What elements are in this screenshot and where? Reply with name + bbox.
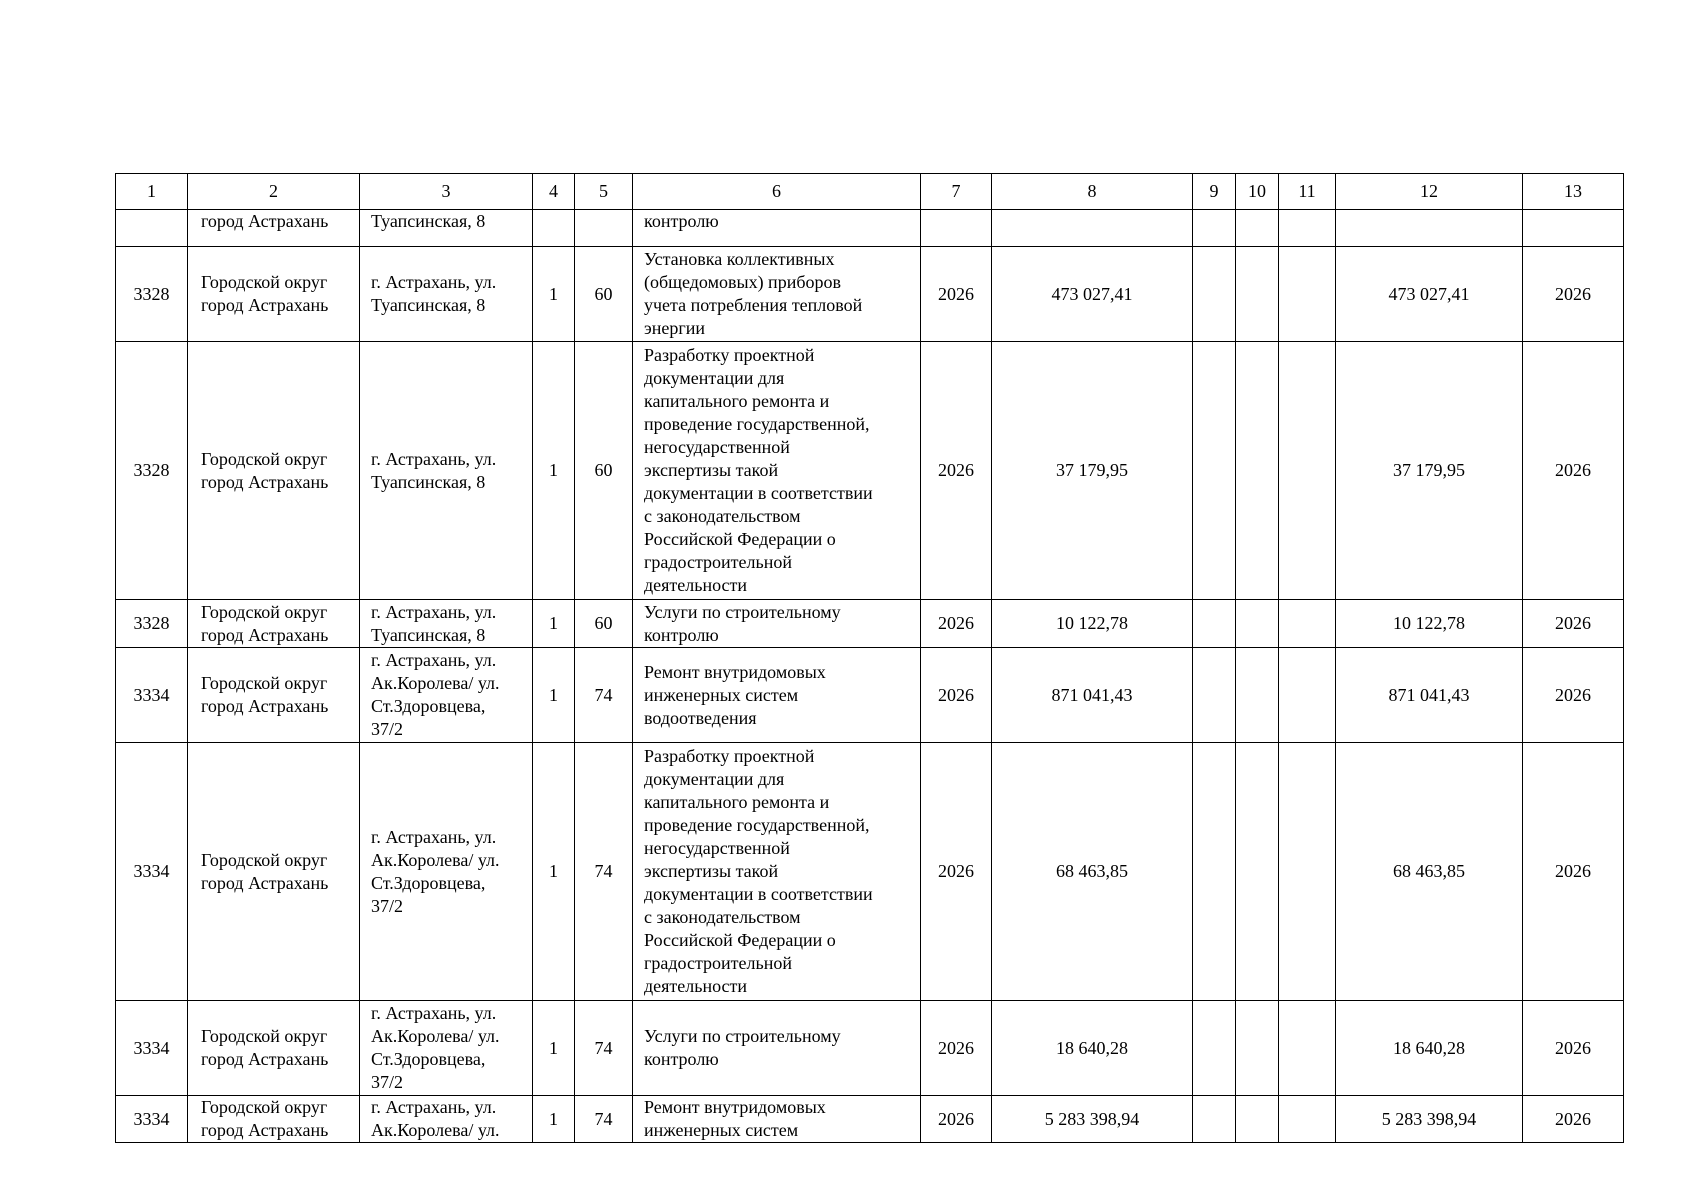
municipality-cell: Городской округ город Астрахань [188,600,360,648]
total-cost-cell: 5 283 398,94 [1336,1096,1523,1143]
col11-cell [1279,210,1336,247]
col11-cell [1279,1001,1336,1096]
col9-cell [1193,210,1236,247]
col5-cell: 60 [575,342,633,600]
column-header: 11 [1279,174,1336,210]
municipality-cell: Городской округ город Астрахань [188,743,360,1001]
object-number-cell: 3328 [116,600,188,648]
year-cell: 2026 [921,648,992,743]
col4-cell [533,210,575,247]
table-row [116,600,1624,648]
end-year-cell: 2026 [1523,1096,1624,1143]
cost-cell: 37 179,95 [992,342,1193,600]
col11-cell [1279,247,1336,342]
column-header: 10 [1236,174,1279,210]
table-row [116,210,1624,247]
column-header: 4 [533,174,575,210]
col11-cell [1279,648,1336,743]
col5-cell: 74 [575,1001,633,1096]
cost-cell: 5 283 398,94 [992,1096,1193,1143]
col10-cell [1236,648,1279,743]
col9-cell [1193,1096,1236,1143]
column-header: 1 [116,174,188,210]
work-type-cell: Установка коллективных (общедомовых) приборов учета потребления тепловой энергии [633,247,921,342]
address-cell: Туапсинская, 8 [360,210,533,247]
col11-cell [1279,600,1336,648]
municipality-cell: Городской округ город Астрахань [188,342,360,600]
end-year-cell [1523,210,1624,247]
column-header: 2 [188,174,360,210]
col9-cell [1193,1001,1236,1096]
address-cell: г. Астрахань, ул. Туапсинская, 8 [360,600,533,648]
object-number-cell [116,210,188,247]
work-type-cell: Услуги по строительному контролю [633,600,921,648]
table-row [116,648,1624,743]
cost-cell [992,210,1193,247]
col9-cell [1193,648,1236,743]
total-cost-cell: 37 179,95 [1336,342,1523,600]
municipality-cell: город Астрахань [188,210,360,247]
address-cell: г. Астрахань, ул. Туапсинская, 8 [360,247,533,342]
col5-cell: 60 [575,600,633,648]
address-cell: г. Астрахань, ул. Ак.Королева/ ул. [360,1096,533,1143]
object-number-cell: 3334 [116,1001,188,1096]
column-number-header-row [116,174,1624,210]
work-type-cell: Услуги по строительному контролю [633,1001,921,1096]
table-row [116,1096,1624,1143]
end-year-cell: 2026 [1523,247,1624,342]
col4-cell: 1 [533,648,575,743]
col9-cell [1193,342,1236,600]
address-cell: г. Астрахань, ул. Ак.Королева/ ул. Ст.Здоровцева, 37/2 [360,1001,533,1096]
work-type-cell: контролю [633,210,921,247]
col9-cell [1193,600,1236,648]
col10-cell [1236,1001,1279,1096]
end-year-cell: 2026 [1523,600,1624,648]
column-header: 7 [921,174,992,210]
object-number-cell: 3328 [116,247,188,342]
object-number-cell: 3334 [116,743,188,1001]
table-row [116,342,1624,600]
col4-cell: 1 [533,1001,575,1096]
column-header: 8 [992,174,1193,210]
end-year-cell: 2026 [1523,342,1624,600]
year-cell: 2026 [921,342,992,600]
works-table [115,173,1624,1143]
municipality-cell: Городской округ город Астрахань [188,1001,360,1096]
end-year-cell: 2026 [1523,648,1624,743]
col5-cell [575,210,633,247]
col10-cell [1236,247,1279,342]
end-year-cell: 2026 [1523,743,1624,1001]
municipality-cell: Городской округ город Астрахань [188,648,360,743]
col5-cell: 60 [575,247,633,342]
cost-cell: 871 041,43 [992,648,1193,743]
col10-cell [1236,743,1279,1001]
total-cost-cell: 10 122,78 [1336,600,1523,648]
cost-cell: 18 640,28 [992,1001,1193,1096]
cost-cell: 68 463,85 [992,743,1193,1001]
municipality-cell: Городской округ город Астрахань [188,247,360,342]
total-cost-cell: 473 027,41 [1336,247,1523,342]
address-cell: г. Астрахань, ул. Туапсинская, 8 [360,342,533,600]
col9-cell [1193,247,1236,342]
year-cell [921,210,992,247]
col10-cell [1236,1096,1279,1143]
col4-cell: 1 [533,1096,575,1143]
end-year-cell: 2026 [1523,1001,1624,1096]
col4-cell: 1 [533,600,575,648]
total-cost-cell: 68 463,85 [1336,743,1523,1001]
work-type-cell: Ремонт внутридомовых инженерных систем [633,1096,921,1143]
work-type-cell: Разработку проектной документации для капитального ремонта и проведение государственной, негосударственной экспертизы такой документации в соответствии с законодательством Российской Федерации о градостроительной деятельности [633,342,921,600]
object-number-cell: 3334 [116,1096,188,1143]
col4-cell: 1 [533,247,575,342]
col5-cell: 74 [575,648,633,743]
column-header: 12 [1336,174,1523,210]
column-header: 3 [360,174,533,210]
col10-cell [1236,210,1279,247]
cost-cell: 473 027,41 [992,247,1193,342]
col9-cell [1193,743,1236,1001]
address-cell: г. Астрахань, ул. Ак.Королева/ ул. Ст.Здоровцева, 37/2 [360,743,533,1001]
column-header: 13 [1523,174,1624,210]
col11-cell [1279,1096,1336,1143]
object-number-cell: 3334 [116,648,188,743]
table-row [116,247,1624,342]
year-cell: 2026 [921,1096,992,1143]
column-header: 6 [633,174,921,210]
year-cell: 2026 [921,743,992,1001]
table-row [116,1001,1624,1096]
year-cell: 2026 [921,1001,992,1096]
object-number-cell: 3328 [116,342,188,600]
cost-cell: 10 122,78 [992,600,1193,648]
year-cell: 2026 [921,600,992,648]
total-cost-cell: 871 041,43 [1336,648,1523,743]
col5-cell: 74 [575,743,633,1001]
col4-cell: 1 [533,743,575,1001]
total-cost-cell [1336,210,1523,247]
table-row [116,743,1624,1001]
col10-cell [1236,600,1279,648]
municipality-cell: Городской округ город Астрахань [188,1096,360,1143]
column-header: 5 [575,174,633,210]
col4-cell: 1 [533,342,575,600]
work-type-cell: Разработку проектной документации для капитального ремонта и проведение государственной, негосударственной экспертизы такой документации в соответствии с законодательством Российской Федерации о градостроительной деятельности [633,743,921,1001]
col11-cell [1279,743,1336,1001]
year-cell: 2026 [921,247,992,342]
col11-cell [1279,342,1336,600]
col5-cell: 74 [575,1096,633,1143]
work-type-cell: Ремонт внутридомовых инженерных систем водоотведения [633,648,921,743]
total-cost-cell: 18 640,28 [1336,1001,1523,1096]
column-header: 9 [1193,174,1236,210]
address-cell: г. Астрахань, ул. Ак.Королева/ ул. Ст.Здоровцева, 37/2 [360,648,533,743]
col10-cell [1236,342,1279,600]
